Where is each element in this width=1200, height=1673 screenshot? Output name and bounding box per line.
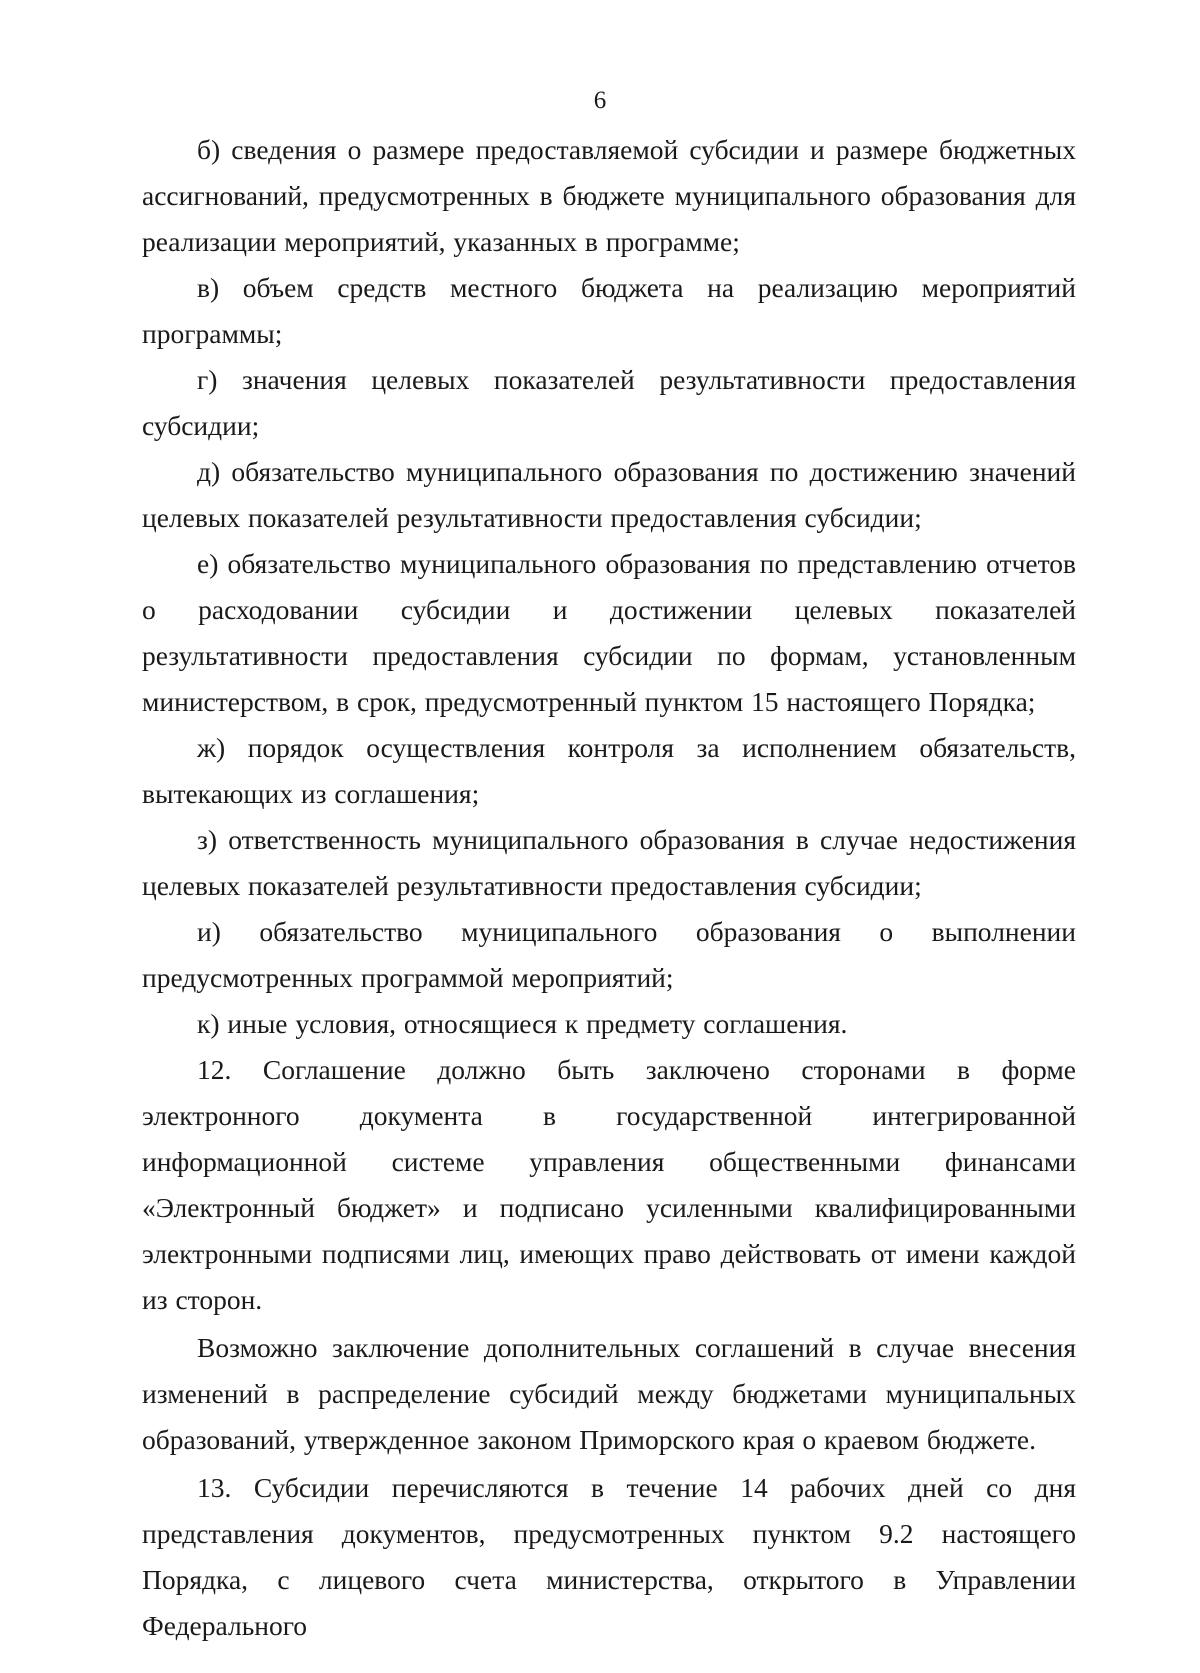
paragraph-g: г) значения целевых показателей результативности предоставления субсидии; [142, 364, 1076, 441]
document-body [142, 127, 1076, 1649]
paragraph-13: 13. Субсидии перечисляются в течение 14 рабочих дней со дня представления документов, предусмотренных пунктом 9.2 настоящего Порядка, с лицевого счета министерства, открытого в Управлении Федерального [142, 1472, 1076, 1641]
paragraph-12: 12. Соглашение должно быть заключено сторонами в форме электронного документа в государственной интегрированной информационной системе управления общественными финансами «Электронный бюджет» и подписано усиленными квалифицированными электронными подписями лиц, имеющих право действовать от имени каждой из сторон. [142, 1054, 1076, 1315]
paragraph-v: в) объем средств местного бюджета на реализацию мероприятий программы; [142, 272, 1076, 349]
paragraph-i: и) обязательство муниципального образования о выполнении предусмотренных программой мероприятий; [142, 916, 1076, 993]
paragraph-additional-agreements: Возможно заключение дополнительных соглашений в случае внесения изменений в распределение субсидий между бюджетами муниципальных образований, утвержденное законом Приморского края о краевом бюджете. [142, 1332, 1076, 1455]
paragraph-z: з) ответственность муниципального образования в случае недостижения целевых показателей результативности предоставления субсидии; [142, 824, 1076, 901]
paragraph-zh: ж) порядок осуществления контроля за исполнением обязательств, вытекающих из соглашения; [142, 732, 1076, 809]
paragraph-b: б) сведения о размере предоставляемой субсидии и размере бюджетных ассигнований, предусмотренных в бюджете муниципального образования для реализации мероприятий, указанных в программе; [142, 134, 1076, 257]
paragraph-d: д) обязательство муниципального образования по достижению значений целевых показателей результативности предоставления субсидии; [142, 456, 1076, 533]
page-number: 6 [593, 87, 607, 114]
paragraph-k: к) иные условия, относящиеся к предмету соглашения. [197, 1008, 848, 1039]
paragraph-e: е) обязательство муниципального образования по представлению отчетов о расходовании субсидии и достижении целевых показателей результативности предоставления субсидии по формам, установленным министерством, в срок, предусмотренный пунктом 15 настоящего Порядка; [142, 548, 1076, 717]
